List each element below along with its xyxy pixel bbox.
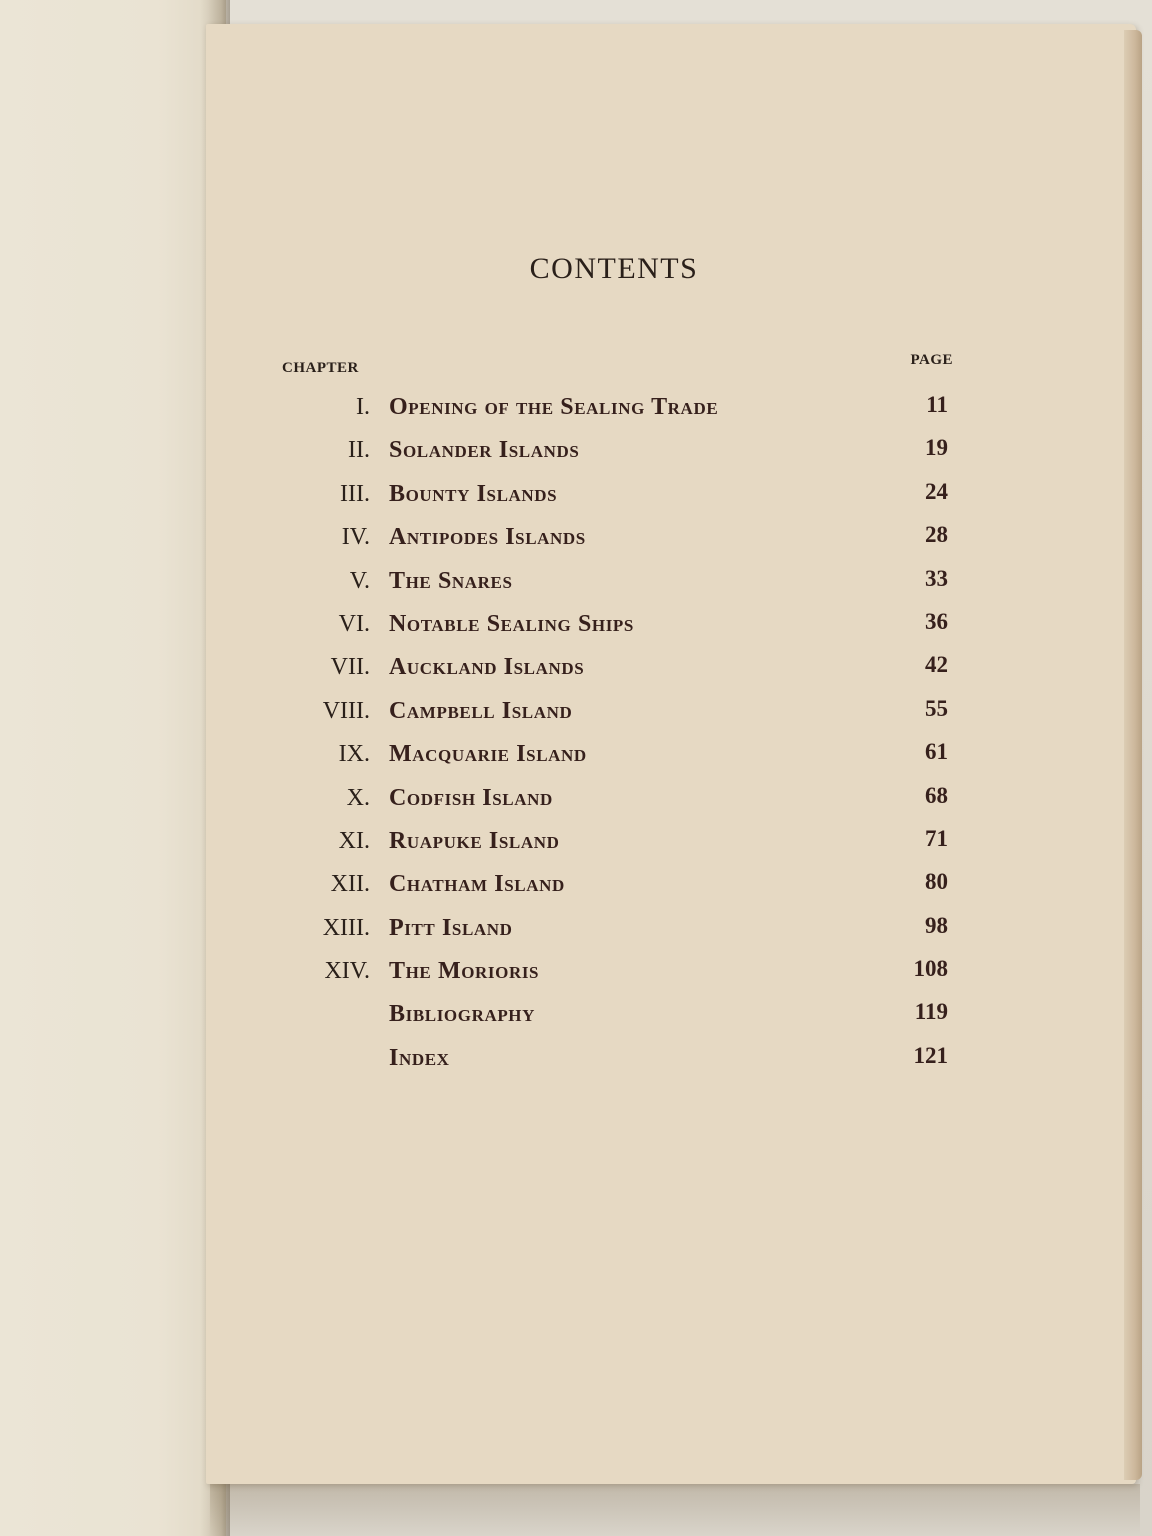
chapter-number: VI. bbox=[338, 610, 370, 637]
chapter-number: VII. bbox=[330, 654, 370, 681]
page-number: 24 bbox=[925, 478, 948, 504]
chapter-title: Antipodes Islands bbox=[389, 524, 586, 551]
toc-entry bbox=[280, 605, 960, 648]
bottom-shadow bbox=[210, 1484, 1140, 1536]
chapter-number: XI. bbox=[338, 827, 370, 854]
page-column-header: PAGE bbox=[910, 352, 953, 368]
page-title: CONTENTS bbox=[529, 252, 699, 285]
page-number: 121 bbox=[913, 1042, 948, 1068]
page-number: 61 bbox=[925, 739, 948, 765]
page-number: 119 bbox=[914, 999, 948, 1025]
chapter-number: VIII. bbox=[322, 697, 370, 724]
chapter-title: Macquarie Island bbox=[389, 741, 587, 768]
toc-entry bbox=[280, 1039, 960, 1082]
toc-entry bbox=[280, 952, 960, 995]
page-number: 80 bbox=[925, 869, 948, 895]
chapter-title: Bounty Islands bbox=[389, 480, 558, 507]
chapter-title: Index bbox=[389, 1044, 450, 1071]
chapter-title: Solander Islands bbox=[389, 437, 580, 464]
page-number: 71 bbox=[925, 825, 948, 851]
page-number: 19 bbox=[925, 435, 948, 461]
page-number: 68 bbox=[925, 782, 948, 808]
page-edge bbox=[1124, 30, 1142, 1480]
chapter-number: IX. bbox=[338, 741, 370, 768]
chapter-title: The Morioris bbox=[389, 958, 540, 985]
page-number: 36 bbox=[925, 608, 948, 634]
toc-entry bbox=[280, 909, 960, 952]
toc-entry bbox=[280, 692, 960, 735]
chapter-number: XIII. bbox=[322, 914, 370, 941]
toc-entry bbox=[280, 518, 960, 561]
toc-entry bbox=[280, 865, 960, 908]
chapter-title: Pitt Island bbox=[389, 914, 513, 941]
chapter-number: IV. bbox=[341, 524, 370, 551]
chapter-column-header: CHAPTER bbox=[282, 360, 359, 376]
chapter-number: II. bbox=[348, 437, 370, 464]
left-page bbox=[0, 0, 226, 1536]
chapter-title: Auckland Islands bbox=[389, 654, 585, 681]
toc-entry bbox=[280, 822, 960, 865]
toc-entry bbox=[280, 995, 960, 1038]
chapter-number: XIV. bbox=[324, 958, 370, 985]
chapter-number: X. bbox=[346, 784, 370, 811]
page-number: 28 bbox=[925, 522, 948, 548]
toc-entry bbox=[280, 648, 960, 691]
toc-entry bbox=[280, 735, 960, 778]
page-number: 33 bbox=[925, 565, 948, 591]
page-number: 98 bbox=[925, 912, 948, 938]
chapter-number: XII. bbox=[330, 871, 370, 898]
chapter-title: Ruapuke Island bbox=[389, 827, 560, 854]
chapter-number: V. bbox=[349, 567, 370, 594]
toc-entry bbox=[280, 475, 960, 518]
chapter-number: I. bbox=[356, 394, 370, 420]
toc-entry bbox=[280, 388, 960, 431]
chapter-title: Opening of the Sealing Trade bbox=[389, 394, 719, 420]
toc-entry bbox=[280, 779, 960, 822]
chapter-title: Bibliography bbox=[389, 1001, 536, 1028]
toc-entry bbox=[280, 431, 960, 474]
chapter-title: The Snares bbox=[389, 567, 513, 594]
chapter-title: Chatham Island bbox=[389, 871, 565, 898]
page-number: 55 bbox=[925, 695, 948, 721]
page-number: 42 bbox=[925, 652, 948, 678]
page-number: 108 bbox=[913, 956, 948, 982]
chapter-title: Notable Sealing Ships bbox=[389, 610, 634, 637]
chapter-title: Codfish Island bbox=[389, 784, 553, 811]
page-number: 11 bbox=[926, 392, 948, 417]
toc-entry bbox=[280, 562, 960, 605]
toc-list bbox=[280, 388, 960, 1082]
chapter-number: III. bbox=[340, 480, 370, 507]
chapter-title: Campbell Island bbox=[389, 697, 573, 724]
